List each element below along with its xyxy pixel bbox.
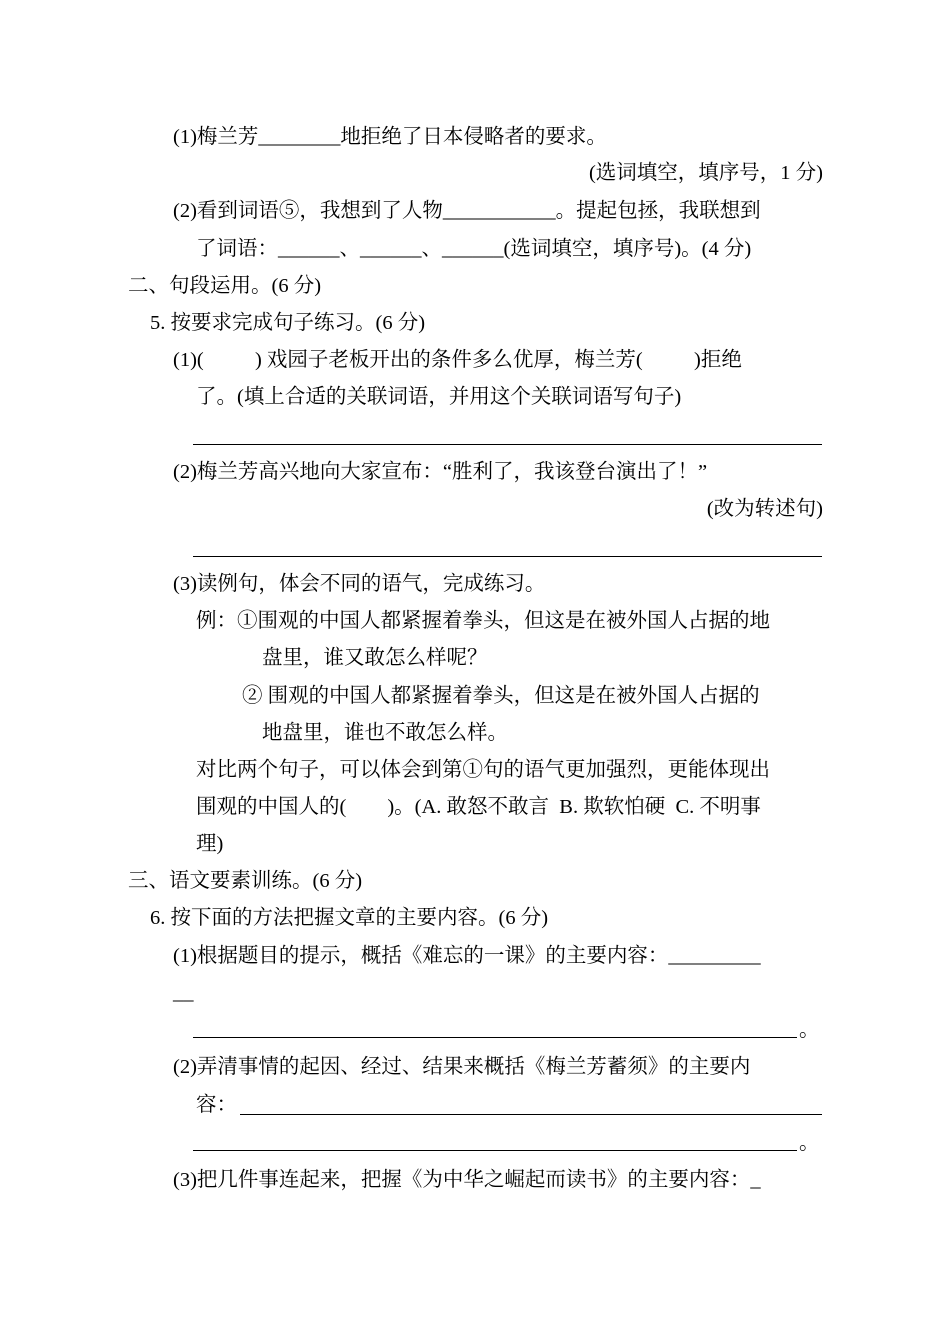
q4-sub1-note: (选词填空，填序号，1 分) — [588, 162, 823, 184]
q6-sub1-line1: (1)根据题目的提示，概括《难忘的一课》的主要内容：_________ — [173, 945, 761, 967]
q5-sub1-line2: 了。(填上合适的关联词语，并用这个关联词语写句子) — [196, 386, 682, 408]
example1-line1: 例：①围观的中国人都紧握着拳头，但这是在被外国人占据的地 — [196, 610, 770, 632]
q6-sub1-line2: __ — [173, 982, 194, 1004]
q6-title: 6. 按下面的方法把握文章的主要内容。(6 分) — [150, 907, 549, 929]
q6-sub2-line1: (2)弄清事情的起因、经过、结果来概括《梅兰芳蓄须》的主要内 — [173, 1056, 751, 1078]
q6-sub1-answer-line[interactable] — [193, 1037, 797, 1038]
q4-sub2-line1: (2)看到词语⑤，我想到了人物___________。提起包拯，我联想到 — [173, 200, 761, 222]
q4-sub1-line: (1)梅兰芳________地拒绝了日本侵略者的要求。 — [173, 126, 607, 148]
q5-sub3-title: (3)读例句，体会不同的语气，完成练习。 — [173, 573, 546, 595]
q5-sub2-answer-line[interactable] — [193, 556, 822, 557]
section2-heading: 二、句段运用。(6 分) — [128, 275, 322, 297]
compare-line3: 理) — [196, 833, 224, 855]
q5-sub1-answer-line[interactable] — [193, 444, 822, 445]
q4-sub2-line2: 了词语：______、______、______(选词填空，填序号)。(4 分) — [196, 238, 752, 260]
q5-sub2-note: (改为转述句) — [706, 498, 823, 520]
q6-sub2-line2: 容： — [196, 1094, 237, 1116]
q5-sub1-line1: (1)( ) 戏园子老板开出的条件多么优厚，梅兰芳( )拒绝 — [173, 349, 742, 371]
q6-sub2-answer-line-2[interactable] — [193, 1150, 797, 1151]
section3-heading: 三、语文要素训练。(6 分) — [128, 870, 363, 892]
q6-sub2-period: 。 — [799, 1132, 820, 1154]
example2-line1: ② 围观的中国人都紧握着拳头，但这是在被外国人占据的 — [242, 685, 760, 707]
q5-title: 5. 按要求完成句子练习。(6 分) — [150, 312, 426, 334]
example2-line2: 地盘里，谁也不敢怎么样。 — [262, 722, 508, 744]
q6-sub2-answer-line-1[interactable] — [240, 1114, 822, 1115]
q6-sub3-line1: (3)把几件事连起来，把握《为中华之崛起而读书》的主要内容：_ — [173, 1169, 761, 1191]
q5-sub2-line1: (2)梅兰芳高兴地向大家宣布：“胜利了，我该登台演出了！” — [173, 461, 708, 483]
q6-sub1-period: 。 — [799, 1019, 820, 1041]
example1-line2: 盘里，谁又敢怎么样呢？ — [262, 647, 488, 669]
compare-line2: 围观的中国人的( )。(A. 敢怒不敢言 B. 欺软怕硬 C. 不明事 — [196, 796, 761, 818]
compare-line1: 对比两个句子，可以体会到第①句的语气更加强烈，更能体现出 — [196, 759, 770, 781]
